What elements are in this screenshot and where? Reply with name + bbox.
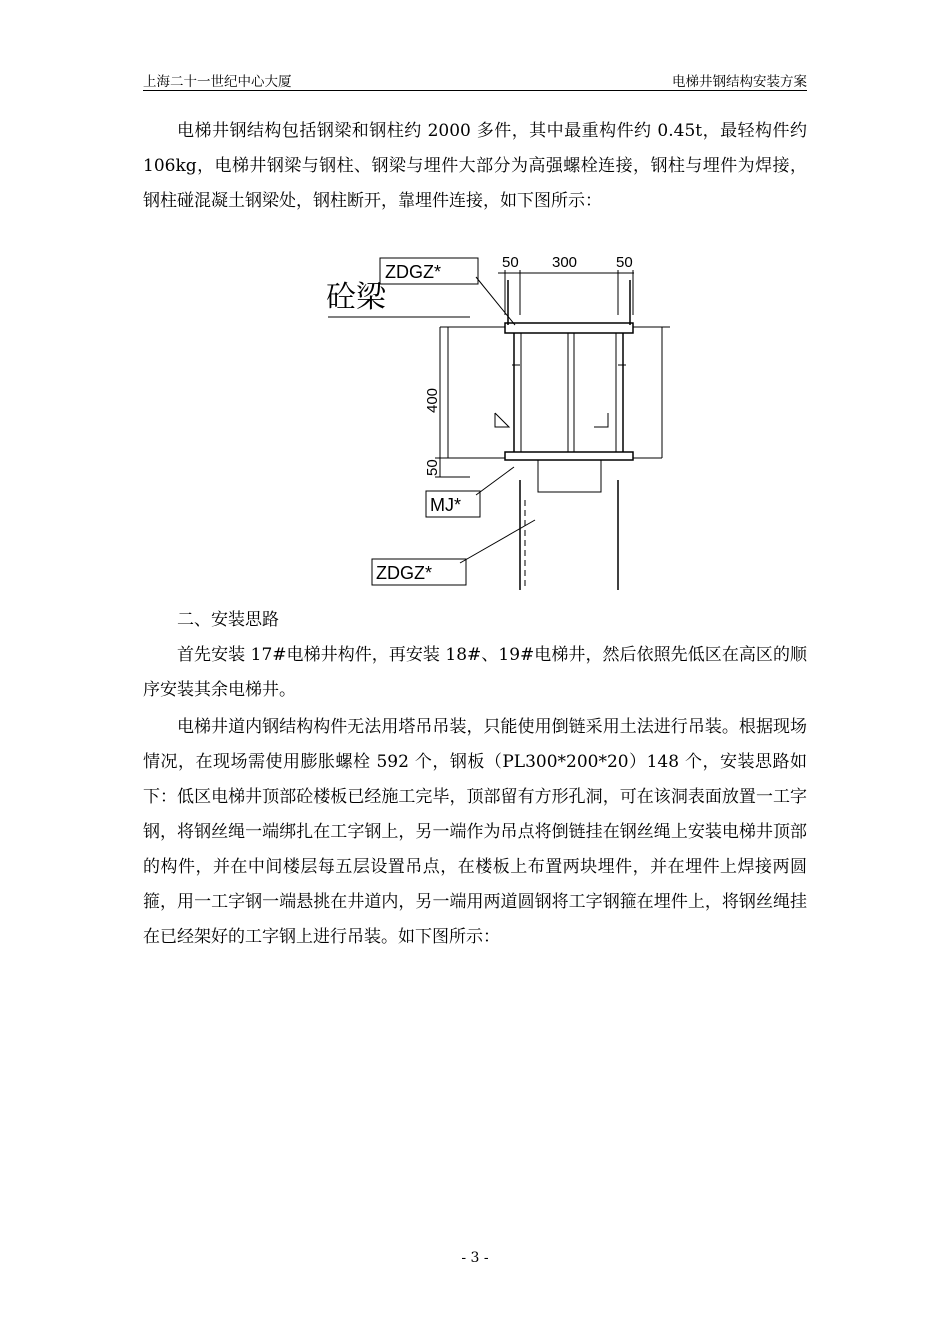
dim-top-mid: 300 (552, 254, 578, 271)
section-heading: 二、安装思路 (177, 610, 279, 630)
connection-detail-figure (300, 245, 680, 590)
page-header (143, 68, 807, 91)
beam-label: 砼梁 (326, 281, 386, 314)
tag-mj-text: MJ* (430, 495, 461, 515)
tag-top-text: ZDGZ* (385, 262, 441, 282)
paragraph-install-method: 电梯井道内钢结构构件无法用塔吊吊装，只能使用倒链采用土法进行吊装。根据现场情况，在现场需使用膨胀螺栓 592 个，钢板（PL300*200*20）148 个，安装思路如下：低区电梯井顶部砼楼板已经施工完毕，顶部留有方形孔洞，可在该洞表面放置一工字钢，将钢丝绳一端绑扎在工字钢上，另一端作为吊点将倒链挂在钢丝绳上安装电梯井顶部的构件，并在中间楼层每五层设置吊点，在楼板上布置两块埋件，并在埋件上焊接两圆箍，用一工字钢一端悬挑在井道内，另一端用两道圆钢将工字钢箍在埋件上，将钢丝绳挂在已经架好的工字钢上进行吊装。如下图所示： (143, 717, 807, 947)
dim-top-right: 50 (616, 254, 633, 271)
bottom-embed-plate (505, 452, 633, 460)
tag-bottom-text: ZDGZ* (376, 563, 432, 583)
header-right-title: 电梯井钢结构安装方案 (672, 74, 807, 90)
top-embed-plate (505, 323, 633, 333)
lower-column-cap (538, 460, 601, 492)
paragraph-intro: 电梯井钢结构包括钢梁和钢柱约 2000 多件，其中最重构件约 0.45t，最轻构件约 106kg，电梯井钢梁与钢柱、钢梁与埋件大部分为高强螺栓连接，钢柱与埋件为焊接，钢柱碰混凝土钢梁处，钢柱断开，靠埋件连接，如下图所示： (143, 121, 807, 211)
dim-side-50: 50 (424, 459, 441, 476)
dim-side-400: 400 (424, 387, 441, 413)
header-left-title: 上海二十一世纪中心大厦 (143, 74, 292, 90)
dim-top-left: 50 (502, 254, 519, 271)
paragraph-install-order: 首先安装 17#电梯井构件，再安装 18#、19#电梯井，然后依照先低区在高区的顺序安装其余电梯井。 (143, 645, 807, 700)
page-number: - 3 - (461, 1250, 489, 1266)
